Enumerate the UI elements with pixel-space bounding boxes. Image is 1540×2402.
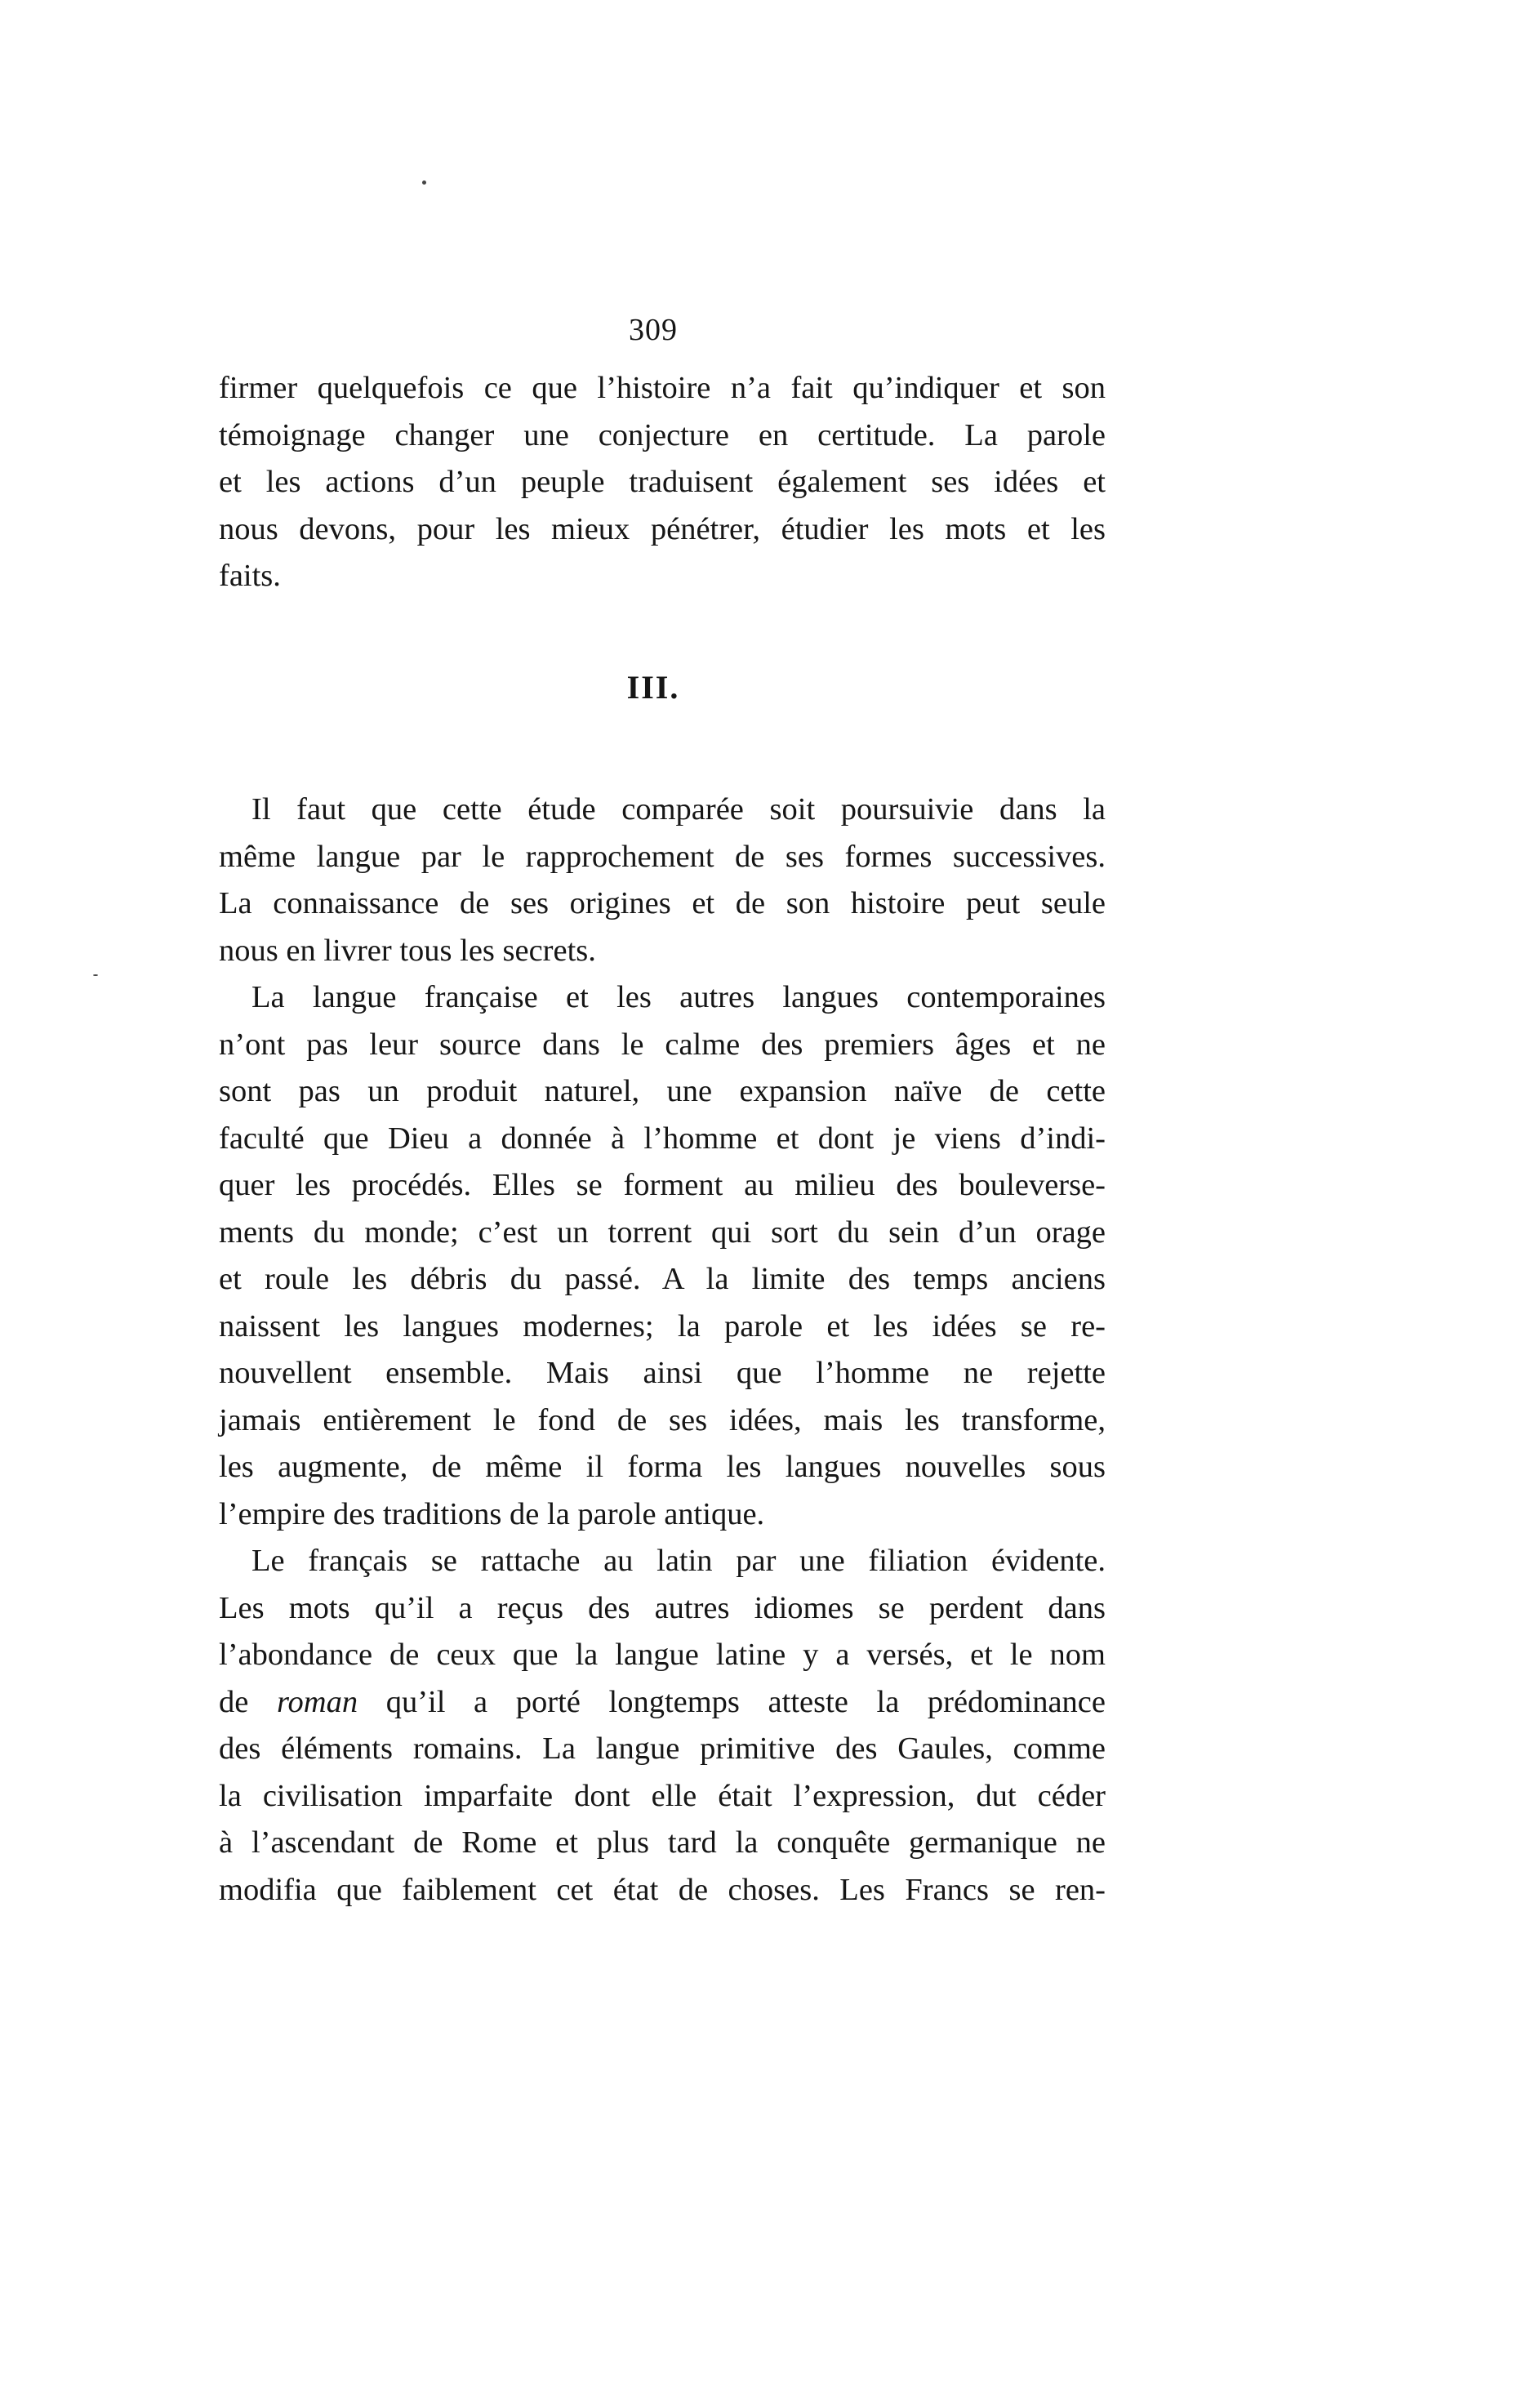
text-line: la civilisation imparfaite dont elle était l’expression, dut céder [219, 1778, 1106, 1813]
section-heading: III. [626, 669, 680, 706]
text-line: ments du monde; c’est un torrent qui sort du sein d’un orage [219, 1214, 1106, 1250]
paragraph-3 [219, 1538, 1106, 1914]
text-line: même langue par le rapprochement de ses formes successives. [219, 839, 1106, 874]
text-line: firmer quelquefois ce que l’histoire n’a fait qu’indiquer et son [219, 371, 1106, 405]
text-line: Il faut que cette étude comparée soit poursuivie dans la [251, 792, 1106, 827]
text-run: de [219, 1684, 277, 1719]
text-line: Le français se rattache au latin par une filiation évidente. [251, 1544, 1106, 1578]
text-line: La connaissance de ses origines et de son histoire peut seule [219, 886, 1106, 920]
text-line: modifia que faiblement cet état de choses. Les Francs se ren- [219, 1872, 1106, 1907]
text-line: et roule les débris du passé. A la limite des temps anciens [219, 1262, 1106, 1296]
text-line: Les mots qu’il a reçus des autres idiomes se perdent dans [219, 1590, 1106, 1625]
page-number: 309 [629, 313, 678, 347]
text-line: à l’ascendant de Rome et plus tard la conquête germanique ne [219, 1825, 1106, 1860]
text-line: nous en livrer tous les secrets. [219, 933, 596, 968]
text-line: les augmente, de même il forma les langues nouvelles sous [219, 1450, 1106, 1484]
continuation-paragraph [219, 365, 1106, 600]
emphasized-word: roman [276, 1684, 358, 1719]
text-line: quer les procédés. Elles se forment au milieu des bouleverse- [219, 1168, 1106, 1202]
section-body [219, 787, 1106, 1914]
text-line: faculté que Dieu a donnée à l’homme et dont je viens d’indi- [219, 1121, 1106, 1156]
text-line: l’abondance de ceux que la langue latine y a versés, et le nom [219, 1638, 1106, 1672]
text-line: faits. [219, 559, 281, 593]
text-line: n’ont pas leur source dans le calme des premiers âges et ne [219, 1027, 1106, 1062]
ink-speck [93, 974, 98, 976]
text-line: des éléments romains. La langue primitive des Gaules, comme [219, 1731, 1106, 1766]
text-line: nous devons, pour les mieux pénétrer, étudier les mots et les [219, 511, 1106, 546]
text-line: nouvellent ensemble. Mais ainsi que l’homme ne rejette [219, 1356, 1106, 1390]
ink-speck [422, 180, 426, 185]
text-line: et les actions d’un peuple traduisent également ses idées et [219, 465, 1106, 499]
paragraph-1 [219, 787, 1106, 974]
text-line: témoignage changer une conjecture en certitude. La parole [219, 417, 1106, 452]
text-line-with-emphasis [219, 1679, 1106, 1727]
text-line: naissent les langues modernes; la parole et les idées se re- [219, 1308, 1106, 1344]
text-line: La langue française et les autres langues contemporaines [251, 980, 1106, 1014]
text-line: jamais entièrement le fond de ses idées, mais les transforme, [219, 1402, 1106, 1437]
text-line: sont pas un produit naturel, une expansion naïve de cette [219, 1074, 1106, 1108]
text-run: qu’il a porté longtemps atteste la prédominance [358, 1684, 1106, 1719]
paragraph-2 [219, 974, 1106, 1538]
text-line: l’empire des traditions de la parole antique. [219, 1496, 765, 1531]
